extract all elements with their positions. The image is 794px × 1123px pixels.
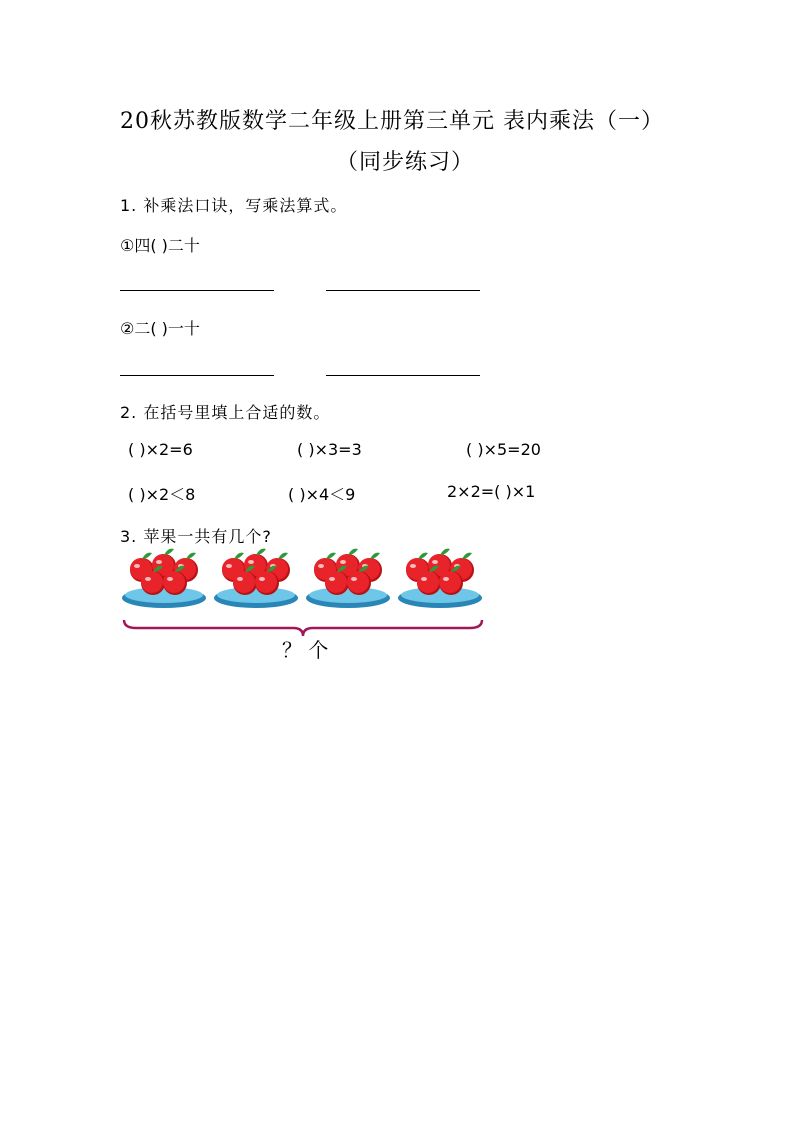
answer-line-1b[interactable] xyxy=(326,290,480,291)
answer-line-1a[interactable] xyxy=(120,290,274,291)
apple-plate-group xyxy=(306,549,390,608)
question-3-heading: 3. 苹果一共有几个? xyxy=(120,527,272,546)
plate-rim xyxy=(401,587,479,603)
fill-blank-inequality[interactable]: ( )×2＜8 xyxy=(128,485,196,504)
total-unknown-label: ？ 个 xyxy=(282,638,329,662)
page-title-line2: （同步练习） xyxy=(336,150,475,175)
plate-rim xyxy=(217,587,295,603)
apple-plate-group xyxy=(122,549,206,608)
question-1-item-2: ②二( )一十 xyxy=(120,319,200,338)
question-2-heading: 2. 在括号里填上合适的数。 xyxy=(120,403,331,422)
question-1-heading: 1. 补乘法口诀，写乘法算式。 xyxy=(120,196,348,215)
fill-blank-equation[interactable]: ( )×2=6 xyxy=(128,440,193,459)
answer-line-2a[interactable] xyxy=(120,375,274,376)
plate-rim xyxy=(309,587,387,603)
page-title-line1: 20秋苏教版数学二年级上册第三单元 表内乘法（一） xyxy=(120,109,664,134)
answer-line-2b[interactable] xyxy=(326,375,480,376)
fill-blank-inequality[interactable]: ( )×4＜9 xyxy=(288,485,356,504)
plate-rim xyxy=(125,587,203,603)
fill-blank-equation[interactable]: ( )×3=3 xyxy=(297,440,362,459)
fill-blank-equation[interactable]: ( )×5=20 xyxy=(466,440,541,459)
fill-blank-equation[interactable]: 2×2=( )×1 xyxy=(447,482,536,501)
question-1-item-1: ①四( )二十 xyxy=(120,236,200,255)
apple-plate-group xyxy=(214,549,298,608)
apple-plate-group xyxy=(398,549,482,608)
